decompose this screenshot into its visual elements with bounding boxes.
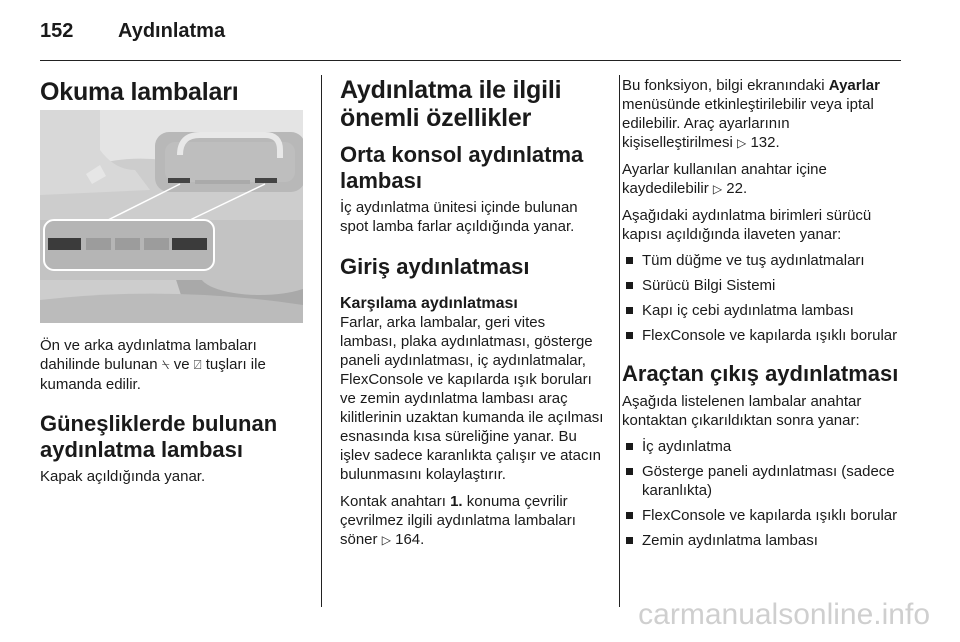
- bullet-icon: [626, 443, 633, 450]
- ignition-text: [340, 492, 605, 550]
- list-item: FlexConsole ve kapılarda ışıklı borular: [622, 506, 904, 525]
- intro-text-a: Bu fonksiyon, bilgi ekranındaki: [622, 77, 825, 94]
- column-divider-1: [321, 75, 322, 607]
- bullet-icon: [626, 537, 633, 544]
- column-1-body: [40, 336, 305, 486]
- column-3: [622, 76, 904, 550]
- key-page-ref[interactable]: 22.: [726, 180, 748, 197]
- reading-text-c: tuşları ile kumanda edilir.: [40, 356, 266, 393]
- intro-page-ref[interactable]: 132.: [750, 134, 780, 151]
- column-divider-2: [619, 75, 620, 607]
- rear-reading-lamp-icon: ⍁: [193, 358, 202, 373]
- ignition-text-b: konuma çevrilir çevrilmez ilgili aydınlatma lambaları söner: [340, 493, 576, 548]
- bullet-icon: [626, 332, 633, 339]
- exit-lighting-text: Aşağıda listelenen lambalar anahtar kontaktan çıkarıldıktan sonra yanar:: [622, 393, 862, 429]
- list-item: Kapı iç cebi aydınlatma lambası: [622, 301, 904, 320]
- page-title: Aydınlatma: [118, 20, 226, 42]
- list-item: Gösterge paneli aydınlatması (sadece karanlıkta): [622, 462, 904, 500]
- page-ref-arrow-icon: ▷: [712, 182, 723, 196]
- bullet-icon: [626, 468, 633, 475]
- key-text: Ayarlar kullanılan anahtar içine kaydedilebilir: [622, 161, 827, 197]
- watermark: carmanualsonline.info: [638, 598, 930, 631]
- reading-lamps-text: [40, 336, 305, 394]
- exit-lighting-list: [622, 437, 904, 550]
- column-2: [340, 76, 605, 550]
- header-rule: [40, 60, 901, 61]
- console-lamp-buttons-illustration: [40, 110, 303, 323]
- driver-door-text: Aşağıdaki aydınlatma birimleri sürücü kapısı açıldığında ilaveten yanar:: [622, 207, 872, 243]
- reading-text-a: Ön ve arka aydınlatma lambaları dahilinde bulunan: [40, 337, 257, 373]
- list-item: Sürücü Bilgi Sistemi: [622, 276, 904, 295]
- console-lamp-text: İç aydınlatma ünitesi içinde bulunan spot lamba farlar açıldığında yanar.: [340, 199, 578, 235]
- reading-lamps-heading: Okuma lambaları: [40, 78, 239, 106]
- welcome-lighting-heading: Karşılama aydınlatması: [340, 295, 518, 312]
- key-settings-text: [622, 160, 904, 199]
- list-item: Tüm düğme ve tuş aydınlatmaları: [622, 251, 904, 270]
- ignition-position: 1.: [450, 493, 463, 510]
- front-reading-lamp-icon: ⍀: [161, 358, 170, 373]
- sun-visor-text: Kapak açıldığında yanar.: [40, 468, 206, 485]
- welcome-lighting-text: Farlar, arka lambalar, geri vites lambası, plaka aydınlatması, gösterge paneli aydınlatması, iç aydınlatmalar, FlexConsole ve kapılarda ışık boruları ve zemin aydınlatma lambası araç kilitlerinin uzaktan kumanda ile açılması esnasında kısa süreliğine yanar. Bu işlev sadece karanlıkta çalışır ve atacın bulunmasını kolaylaştırır.: [340, 314, 604, 483]
- settings-intro-text: [622, 76, 904, 153]
- bullet-icon: [626, 307, 633, 314]
- bullet-icon: [626, 282, 633, 289]
- intro-text-b: menüsünde etkinleştirilebilir veya iptal edilebilir. Araç ayarlarının kişiselleştirilmesi: [622, 96, 874, 151]
- entry-lighting-heading: Giriş aydınlatması: [340, 254, 530, 279]
- sun-visor-heading: Güneşliklerde bulunan aydınlatma lambası: [40, 411, 278, 462]
- column-1: [40, 76, 305, 106]
- list-item: FlexConsole ve kapılarda ışıklı borular: [622, 326, 904, 345]
- page-header: [40, 20, 920, 46]
- features-heading: Aydınlatma ile ilgili önemli özellikler: [340, 76, 562, 132]
- console-lamp-heading: Orta konsol aydınlatma lambası: [340, 142, 584, 193]
- driver-door-list: [622, 251, 904, 345]
- reading-text-b: ve: [173, 356, 190, 373]
- settings-menu-name: Ayarlar: [828, 77, 880, 94]
- console-lamp-figure: [40, 110, 303, 323]
- bullet-icon: [626, 257, 633, 264]
- page-number: 152: [40, 20, 74, 42]
- page-ref-arrow-icon: ▷: [381, 533, 391, 547]
- ignition-text-a: Kontak anahtarı: [340, 493, 446, 510]
- bullet-icon: [626, 512, 633, 519]
- ignition-page-ref[interactable]: 164.: [395, 531, 425, 548]
- page-ref-arrow-icon: ▷: [737, 136, 747, 150]
- exit-lighting-heading: Araçtan çıkış aydınlatması: [622, 361, 899, 386]
- list-item: Zemin aydınlatma lambası: [622, 531, 904, 550]
- list-item: İç aydınlatma: [622, 437, 904, 456]
